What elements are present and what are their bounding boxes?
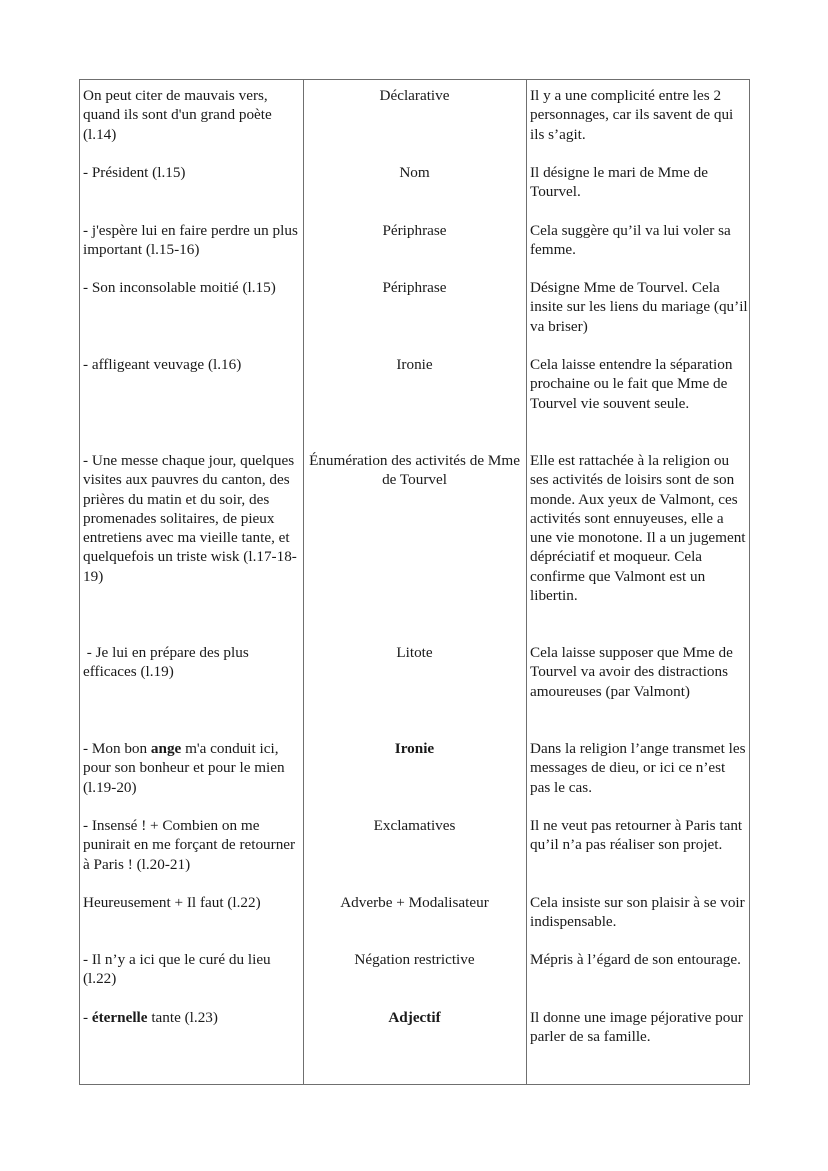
procede-cell: Périphrase: [382, 279, 447, 296]
procede-cell: [306, 739, 523, 758]
procede-cell: Litote: [396, 644, 433, 661]
citation-cell: - j'espère lui en faire perdre un plus important (l.15-16): [83, 222, 298, 259]
citation-cell: - Insensé ! + Combien on me punirait en me forçant de retourner à Paris ! (l.20-21): [83, 817, 296, 873]
citation-cell: Heureusement + Il faut (l.22): [83, 894, 261, 911]
citation-emphasis: éternelle: [91, 1009, 148, 1026]
citation-text: -: [83, 1009, 92, 1026]
interpretation-cell: Cela laisse entendre la séparation prochaine ou le fait que Mme de Tourvel vie souvent seule.: [530, 356, 733, 412]
citation-text: - Mon bon: [83, 740, 151, 757]
procede-cell: Ironie: [396, 356, 433, 373]
interpretation-cell: Désigne Mme de Tourvel. Cela insite sur les liens du mariage (qu’il va briser): [530, 279, 748, 335]
citation-cell: - affligeant veuvage (l.16): [83, 356, 242, 373]
procede-cell: Négation restrictive: [354, 951, 475, 968]
column-divider: [303, 80, 304, 1084]
citation-cell: - Une messe chaque jour, quelques visites aux pauvres du canton, des prières du matin et du soir, des promenades solitaires, de pieux entretiens avec ma vieille tante, et quelquefois un triste wisk (l.17-18-19): [83, 452, 297, 585]
procede-cell: Énumération des activités de Mme de Tourvel: [309, 452, 520, 489]
citation-cell: - Je lui en prépare des plus efficaces (l.19): [83, 644, 253, 681]
interpretation-cell: Il donne une image péjorative pour parler de sa famille.: [530, 1009, 743, 1046]
interpretation-cell: Il y a une complicité entre les 2 personnages, car ils savent de qui ils s’agit.: [530, 87, 734, 143]
interpretation-cell: Dans la religion l’ange transmet les messages de dieu, or ici ce n’est pas le cas.: [530, 740, 746, 796]
interpretation-cell: Il désigne le mari de Mme de Tourvel.: [530, 164, 708, 201]
procede-cell: Périphrase: [382, 222, 447, 239]
interpretation-cell: Il ne veut pas retourner à Paris tant qu’il n’a pas réaliser son projet.: [530, 817, 743, 854]
procede-cell: Nom: [399, 164, 430, 181]
interpretation-cell: Cela laisse supposer que Mme de Tourvel va avoir des distractions amoureuses (par Valmont): [530, 644, 733, 700]
citation-cell: [83, 1008, 299, 1027]
procede-cell: [306, 1008, 523, 1027]
interpretation-cell: Mépris à l’égard de son entourage.: [530, 951, 741, 968]
citation-cell: - Il n’y a ici que le curé du lieu (l.22): [83, 951, 271, 988]
citation-text: m'a conduit ici, pour son bonheur et pour le mien (l.19-20): [83, 740, 289, 796]
column-divider: [526, 80, 527, 1084]
procede-emphasis: Adjectif: [388, 1009, 441, 1026]
citation-cell: - Son inconsolable moitié (l.15): [83, 279, 276, 296]
interpretation-cell: Cela suggère qu’il va lui voler sa femme.: [530, 222, 731, 259]
procede-cell: Exclamatives: [373, 817, 456, 834]
procede-cell: Déclarative: [379, 87, 450, 104]
citation-text: tante (l.23): [147, 1009, 218, 1026]
procede-emphasis: Ironie: [394, 740, 435, 757]
interpretation-cell: Cela insiste sur son plaisir à se voir indispensable.: [530, 894, 745, 931]
citation-emphasis: ange: [150, 740, 182, 757]
citation-cell: On peut citer de mauvais vers, quand ils sont d'un grand poète (l.14): [83, 87, 272, 143]
citation-cell: [83, 739, 299, 797]
analysis-table: [79, 79, 750, 1085]
interpretation-cell: Elle est rattachée à la religion ou ses activités de loisirs sont de son monde. Aux yeux de Valmont, ces activités sont ennuyeuses, elle a une vie monotone. Il a un jugement dépréciatif et moqueur. Cela confirme que Valmont est un libertin.: [530, 452, 746, 605]
citation-cell: - Président (l.15): [83, 164, 186, 181]
procede-cell: Adverbe + Modalisateur: [340, 894, 489, 911]
